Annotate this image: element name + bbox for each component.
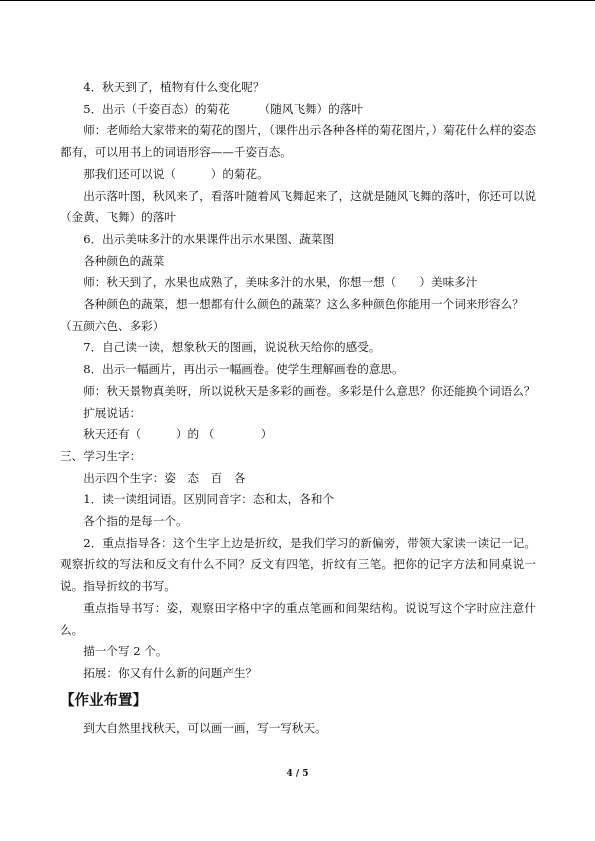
paragraph: 拓展：你又有什么新的问题产生？	[83, 665, 258, 680]
paragraph: 6．出示美味多汁的水果课件出示水果图、蔬菜图	[83, 231, 335, 246]
paragraph: 1．读一读组词语。区别同音字：态和太，各和个	[83, 492, 335, 507]
paragraph: 出示落叶图，秋风来了，看落叶随着风飞舞起来了，这就是随风飞舞的落叶，你还可以说（金黄、飞舞）的落叶	[60, 188, 536, 225]
paragraph: 2．重点指导各：这个生字上边是折纹，是我们学习的新偏旁，带领大家读一读记一记。观察折纹的写法和反文有什么不同？反文有四笔，折纹有三笔。把你的记字方法和同桌说一说。指导折纹的书写。	[60, 535, 536, 594]
paragraph: 8．出示一幅画片，再出示一幅画卷。使学生理解画卷的意思。	[83, 362, 404, 377]
paragraph: 重点指导书写：姿，观察田字格中字的重点笔画和间架结构。说说写这个字时应注意什么。	[60, 600, 536, 637]
paragraph: （五颜六色、多彩）	[60, 318, 165, 333]
header-rule	[0, 0, 595, 1]
paragraph: 师：秋天到了，水果也成熟了，美味多汁的水果，你想一想（ ）美味多汁	[83, 275, 478, 290]
homework-text: 到大自然里找秋天，可以画一画，写一写秋天。	[83, 720, 327, 735]
section-title: 三、学习生字：	[60, 448, 142, 463]
paragraph: 那我们还可以说（ ）的菊花。	[83, 166, 269, 181]
page-number: 4 / 5	[286, 769, 309, 779]
paragraph: 出示四个生字：姿 态 百 各	[83, 470, 246, 485]
paragraph: 5．出示（千姿百态）的菊花 （随风飞舞）的落叶	[83, 101, 364, 116]
paragraph: 描一个写 2 个。	[83, 644, 168, 659]
paragraph: 各个指的是每一个。	[83, 514, 188, 529]
homework-heading: 【作业布置】	[60, 692, 147, 709]
paragraph: 各种颜色的蔬菜	[83, 253, 165, 268]
paragraph: 各种颜色的蔬菜，想一想都有什么颜色的蔬菜？这么多种颜色你能用一个词来形容么？	[83, 297, 524, 312]
document-body	[60, 77, 536, 739]
paragraph: 秋天还有（ ）的 （ ）	[83, 427, 273, 442]
paragraph: 师：老师给大家带来的菊花的图片，（课件出示各种各样的菊花图片，）菊花什么样的姿态都有，可以用书上的词语形容——千姿百态。	[60, 123, 536, 160]
paragraph: 4．秋天到了，植物有什么变化呢？	[83, 80, 265, 94]
paragraph: 7．自己读一读，想象秋天的图画，说说秋天给你的感受。	[83, 340, 381, 355]
paragraph: 扩展说话：	[83, 405, 142, 420]
paragraph: 师：秋天景物真美呀，所以说秋天是多彩的画卷。多彩是什么意思？你还能换个词语么？	[83, 383, 536, 398]
